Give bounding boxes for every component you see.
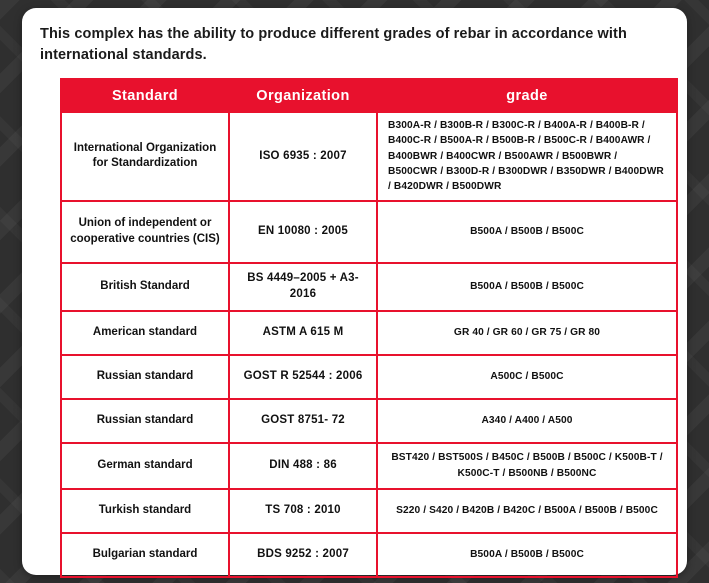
cell-organization: ISO 6935 : 2007 (229, 112, 377, 200)
cell-standard: British Standard (61, 263, 229, 311)
table-row (61, 263, 677, 311)
table-row (61, 355, 677, 399)
table-row (61, 112, 677, 200)
cell-organization: EN 10080 : 2005 (229, 201, 377, 263)
table-row (61, 443, 677, 489)
table-row (61, 311, 677, 355)
table-header (61, 79, 677, 112)
rebar-standards-table (60, 78, 678, 577)
cell-standard: Russian standard (61, 355, 229, 399)
cell-grade: GR 40 / GR 60 / GR 75 / GR 80 (377, 311, 677, 355)
table-row (61, 489, 677, 533)
intro-paragraph: This complex has the ability to produce different grades of rebar in accordance with international standards. (40, 26, 627, 64)
table-row (61, 201, 677, 263)
cell-organization: BDS 9252 : 2007 (229, 533, 377, 577)
cell-organization: ASTM A 615 M (229, 311, 377, 355)
column-header-standard: Standard (61, 79, 229, 112)
cell-standard: German standard (61, 443, 229, 489)
cell-grade: B500A / B500B / B500C (377, 533, 677, 577)
cell-grade: A340 / A400 / A500 (377, 399, 677, 443)
cell-grade: A500C / B500C (377, 355, 677, 399)
cell-organization: TS 708 : 2010 (229, 489, 377, 533)
table-row (61, 533, 677, 577)
content-card (22, 8, 687, 575)
cell-grade: B500A / B500B / B500C (377, 263, 677, 311)
column-header-organization: Organization (229, 79, 377, 112)
table-row (61, 399, 677, 443)
cell-standard: Bulgarian standard (61, 533, 229, 577)
table-body (61, 112, 677, 576)
cell-grade: S220 / S420 / B420B / B420C / B500A / B500B / B500C (377, 489, 677, 533)
cell-standard: Russian standard (61, 399, 229, 443)
cell-grade: BST420 / BST500S / B450C / B500B / B500C / K500B-T / K500C-T / B500NB / B500NC (377, 443, 677, 489)
cell-grade: B500A / B500B / B500C (377, 201, 677, 263)
cell-standard: Turkish standard (61, 489, 229, 533)
table-header-row (61, 79, 677, 112)
cell-organization: GOST R 52544 : 2006 (229, 355, 377, 399)
cell-organization: DIN 488 : 86 (229, 443, 377, 489)
cell-standard: Union of independent or cooperative countries (CIS) (61, 201, 229, 263)
cell-standard: American standard (61, 311, 229, 355)
column-header-grade: grade (377, 79, 677, 112)
cell-organization: GOST 8751- 72 (229, 399, 377, 443)
cell-standard: International Organization for Standardization (61, 112, 229, 200)
cell-organization: BS 4449–2005 + A3- 2016 (229, 263, 377, 311)
cell-grade: B300A-R / B300B-R / B300C-R / B400A-R / B400B-R / B400C-R / B500A-R / B500B-R / B500C-R / B400AWR / B400BWR / B400CWR / B500AWR / B500BWR / B500CWR / B300D-R / B300DWR / B350DWR / B400DWR / B420DWR / B500DWR (377, 112, 677, 200)
